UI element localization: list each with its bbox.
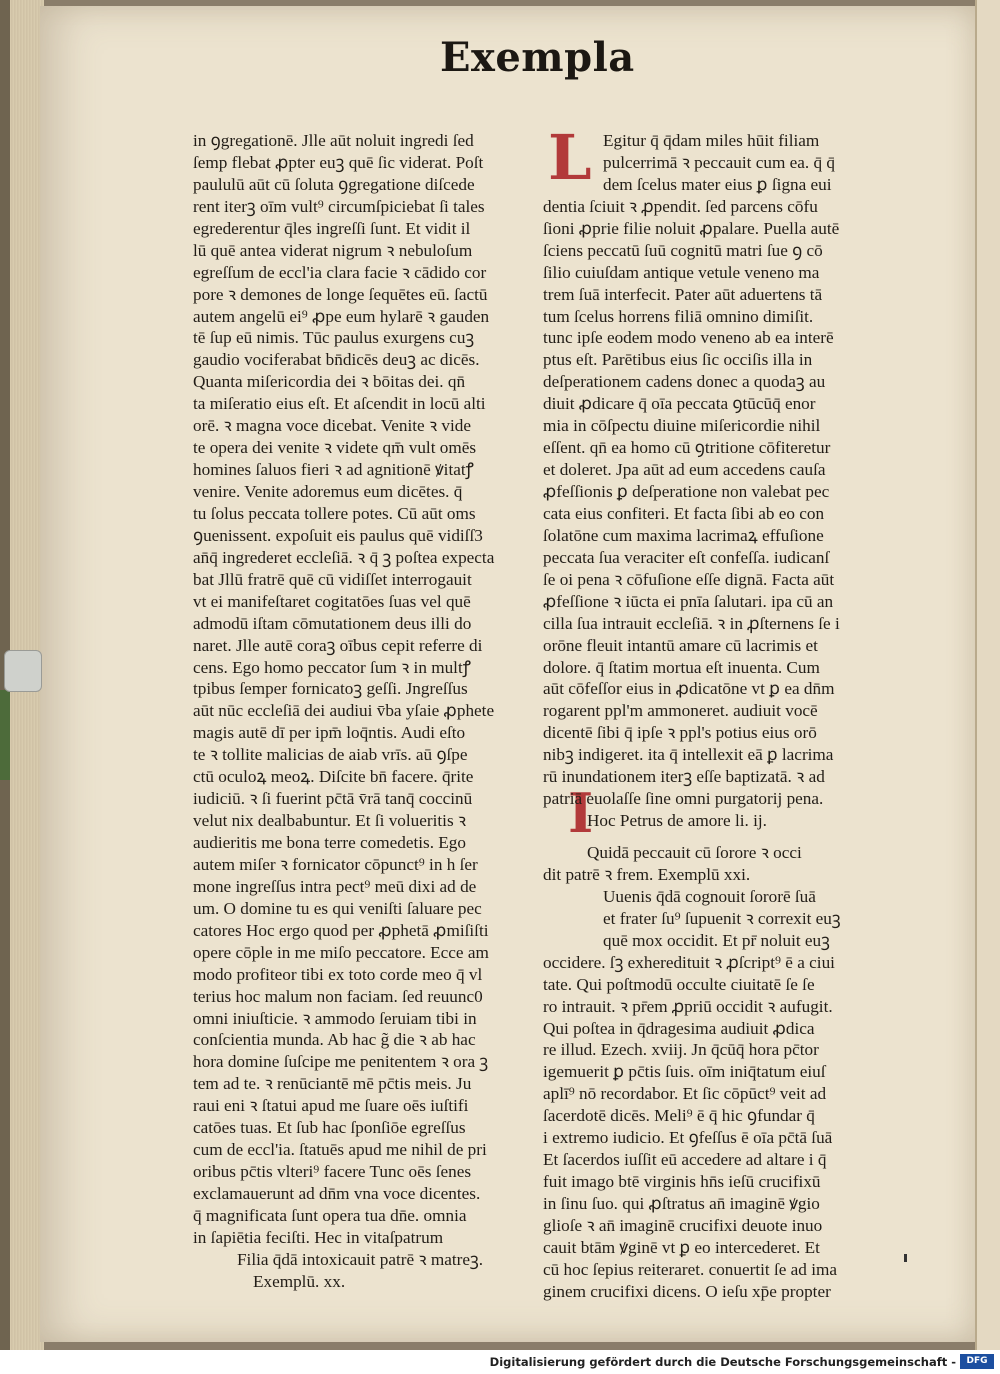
text-line: igemuerit ꝑ pc̄tis ſuis. oīm iniq̄tatum eiuſ	[543, 1062, 826, 1082]
text-line: ſilio cuiuſdam antique vetule veneno ma	[543, 262, 820, 282]
page-clip	[4, 650, 42, 692]
text-line: cum de eccl'ia. ſtatuēs apud me nihil de pri	[193, 1140, 487, 1160]
text-line: um. O domine tu es qui veniſti ſaluare pec	[193, 898, 482, 918]
text-line: exclamauerunt ad dn̄m vna voce dicentes.	[193, 1184, 481, 1203]
text-line: et frater ſu⁹ ſupuenit ꝛ correxit euꝫ	[603, 908, 841, 928]
text-line: Uuenis q̄dā cognouit ſororē ſuā	[603, 886, 816, 906]
text-line: pore ꝛ demones de longe ſequētes eū. ſactū	[193, 284, 488, 304]
text-line: ſolatōne cum maxima lacrimaꝝ effuſione	[543, 525, 824, 545]
text-line: diuit ꝓdicare q̄ oīa peccata ꝯtūcūq̄ enor	[543, 394, 816, 414]
text-line: hora domine ſuſcipe me penitentem ꝛ ora ꝫ	[193, 1052, 489, 1072]
text-line: audieritis me bona terre comedetis. Ego	[193, 833, 466, 852]
text-line: dicentē ſibi q̄ ipſe ꝛ ppl's potius eius orō	[543, 723, 817, 743]
text-line: ꝯuenissent. expoſuit eis paulus quē vidiſſ3	[193, 525, 483, 545]
text-line: in ꝯgregationē. Jlle aūt noluit ingredi ſed	[193, 131, 474, 150]
text-line: pulcerrimā ꝛ peccauit cum ea. q̄ q̄	[603, 152, 835, 172]
text-line: tate. Qui poſtmodū occulte ciuitatē ſe ſe	[543, 974, 815, 994]
text-line: tē ſup eū nimis. Tūc paulus exurgens cuꝫ	[193, 328, 475, 348]
decorated-initial-j: I	[568, 781, 594, 845]
text-line: deſperationem cadens donec a quodaꝫ au	[543, 372, 826, 392]
text-line: dentia ſciuit ꝛ ꝓpendit. ſed parcens cōfu	[543, 196, 818, 216]
text-line: ctū oculoꝝ meoꝝ. Diſcite bn̄ facere. q̄rite	[193, 767, 474, 787]
text-line: oribus pc̄tis vlteri⁹ facere Tunc oēs ſenes	[193, 1162, 472, 1182]
text-line: cata eius confiteri. Et facta ſibi ab eo con	[543, 503, 825, 523]
footer-credit-text: Digitalisierung gefördert durch die Deutsche Forschungsgemeinschaft -	[489, 1355, 956, 1369]
text-line: terius hoc malum non faciam. ſed reuunc0	[193, 986, 483, 1006]
text-line: rogarent ppl'm ammoneret. audiuit vocē	[543, 701, 818, 721]
text-line: glioſe ꝛ an̄ imaginē crucifixi deuote inuo	[543, 1215, 823, 1235]
text-line: autem miſer ꝛ fornicator cōpunct⁹ in h ſer	[193, 854, 478, 874]
text-line: vt ei manifeſtaret cogitatōes ſuas vel quē	[193, 591, 471, 611]
text-line: homines ſaluos fieri ꝛ ad agnitionē ꝟitatꝭ	[193, 460, 474, 480]
text-line: Filia q̄dā intoxicauit patrē ꝛ matreꝫ.	[237, 1249, 484, 1269]
text-line: mone ingreſſus intra pect⁹ meū dixi ad de	[193, 876, 477, 896]
paragraph-gap	[543, 832, 873, 842]
text-line: egreſſum de eccl'ia clara facie ꝛ cādido cor	[193, 262, 487, 282]
text-line: ta miſeratio eius eſt. Et aſcendit in locū alti	[193, 394, 486, 414]
text-line: dit patrē ꝛ frem. Exemplū xxi.	[543, 864, 751, 884]
dfg-logo: DFG	[960, 1354, 994, 1369]
text-line: iudiciū. ꝛ ſi fuerint pc̄tā v̄rā tanq̄ coccinū	[193, 789, 473, 809]
text-line: modo profiteor tibi ex toto corde meo q̄ vl	[193, 964, 483, 984]
text-line: eſſent. qn̄ ea homo cū ꝯtritione cōfiteretur	[543, 438, 831, 458]
text-line: omni iniuſticie. ꝛ ammodo ſeruiam tibi in	[193, 1008, 477, 1028]
text-line: ro intrauit. ꝛ pr̄em ꝓpriū occidit ꝛ aufugit.	[543, 996, 833, 1016]
text-line: rū inundationem iterꝫ eſſe baptizatā. ꝛ ad	[543, 767, 825, 787]
digitization-footer	[0, 1350, 1000, 1374]
text-line: Qui poſtea in q̄dragesima audiuit ꝓdica	[543, 1018, 815, 1038]
text-line: aplī⁹ nō recordabor. Et ſic cōpūct⁹ veit ad	[543, 1084, 827, 1104]
text-line: gaudio vociferabat bn̄dicēs deuꝫ ac dicēs.	[193, 350, 480, 370]
text-line: te opera dei venite ꝛ videte qm̄ vult omēs	[193, 438, 477, 458]
text-line: aūt cōfeſſor eius in ꝓdicatōne vt ꝑ ea dn̄m	[543, 679, 835, 699]
text-line: orōne fleuit intantū amare cū lacrimis et	[543, 635, 818, 655]
text-line: ꝓfeſſionis ꝑ deſperatione non valebat pec	[543, 482, 830, 501]
text-line: tu ſolus peccata tollere potes. Cū aūt oms	[193, 503, 476, 523]
text-line: ſioni ꝓprie filie noluit ꝓpalare. Puella autē	[543, 218, 840, 238]
text-line: an̄q̄ ingrederet eccleſiā. ꝛ q̄ ꝫ poſtea expecta	[193, 547, 495, 567]
text-line: ſciens peccatū ſuū cognitū matri ſue ꝯ cō	[543, 240, 823, 260]
text-line: catores Hoc ergo quod per ꝓphetā ꝓmiſiſti	[193, 920, 489, 940]
text-line: raui eni ꝛ ſtatui apud me ſuare oēs iuſtifi	[193, 1096, 469, 1116]
text-line: te ꝛ tollite malicias de aiab vrīs. aū ꝯſpe	[193, 745, 468, 765]
text-line: ptus eſt. Parētibus eius ſic occiſis illa in	[543, 350, 813, 370]
text-line: peccata ſua veraciter eſt confeſſa. iudicanſ	[543, 547, 830, 567]
text-line: naret. Jlle autē coraꝫ oībus cepit referre di	[193, 635, 483, 655]
left-text-column	[193, 130, 523, 1293]
text-line: velut nix dealbabuntur. Et ſi volueritis ꝛ	[193, 811, 467, 831]
text-line: bat Jllū fratrē quē cū vidiſſet interrogauit	[193, 569, 472, 589]
text-line: Quanta miſericordia dei ꝛ bōitas dei. qn̄	[193, 372, 466, 392]
facing-page-edge	[975, 0, 1000, 1350]
text-line: q̄ magnificata ſunt opera tua dn̄e. omnia	[193, 1205, 467, 1225]
text-line: trem ſuā interfecit. Pater aūt aduertens tā	[543, 284, 823, 304]
text-line: et doleret. Jpa aūt ad eum accedens cauſa	[543, 460, 826, 480]
text-line: cauit btām ꝟginē vt ꝑ eo intercederet. Et	[543, 1237, 820, 1257]
text-line: fuit imago btē virginis hn̄s ieſū crucifixū	[543, 1172, 821, 1192]
text-line: dolore. q̄ ſtatim mortua eſt inuenta. Cum	[543, 657, 820, 677]
text-line: quē mox occidit. Et pr̄ noluit euꝫ	[603, 930, 830, 950]
text-line: venire. Venite adoremus eum dicētes. q̄	[193, 482, 463, 501]
text-line: in ſinu ſuo. qui ꝓſtratus an̄ imaginē ꝟgio	[543, 1194, 820, 1213]
text-line: Et ſacerdos iuſſit eū accedere ad altare i q̄	[543, 1150, 827, 1170]
text-line: egrederentur q̄les ingreſſi ſunt. Et vidit il	[193, 218, 471, 238]
text-line: tpibus ſemper fornicatoꝫ geſſi. Jngreſſus	[193, 679, 468, 699]
text-line: ſe oi pena ꝛ cōfuſione eſſe dignā. Facta aūt	[543, 569, 835, 589]
text-line: catōes tuas. Et ſub hac ſponſiōe egreſſus	[193, 1118, 466, 1138]
text-line: in ſapiētia feciſti. Hec in vitaſpatrum	[193, 1227, 444, 1247]
text-line: tum ſcelus horrens filiā omnino dimiſit.	[543, 306, 814, 326]
text-line: mia in cōſpectu diuine miſericordie nihil	[543, 416, 821, 436]
text-line: magis autē dī per ipm̄ loq̄ntis. Audi eſto	[193, 723, 466, 743]
text-line: ginem crucifixi dicens. O ieſu xp̄e propter	[543, 1281, 831, 1301]
text-line: patriā euolaſſe ſine omni purgatorij pena.	[543, 789, 824, 809]
text-line: Exemplū. xx.	[253, 1271, 346, 1291]
right-text-column	[543, 121, 873, 1303]
text-line: ſemp flebat ꝓpter euꝫ quē ſic viderat. Poſt	[193, 152, 484, 172]
ink-mark	[904, 1254, 907, 1262]
text-line: dem ſcelus mater eius ꝑ ſigna eui	[603, 174, 832, 194]
text-line: cū hoc ſepius reiteraret. conuertit ſe ad ima	[543, 1259, 837, 1279]
text-line: Egitur q̄ q̄dam miles hūit filiam	[603, 131, 820, 150]
decorated-initial-l: L	[548, 121, 592, 194]
text-line: conſcientia munda. Ab hac g̃ die ꝛ ab hac	[193, 1030, 476, 1050]
page-header-title: Exempla	[440, 34, 635, 81]
text-line: occidere. ſꝫ exheredituit ꝛ ꝓſcript⁹ ē a ciui	[543, 952, 835, 972]
text-line: Quidā peccauit cū ſorore ꝛ occi	[587, 843, 802, 862]
text-line: lū quē antea viderat nigrum ꝛ nebuloſum	[193, 240, 473, 260]
text-line: Hoc Petrus de amore li. ij.	[587, 811, 767, 831]
text-line: admodū iſtam cōmutationem deus illi do	[193, 613, 472, 633]
text-line: rent iterꝫ oīm vult⁹ circumſpiciebat ſi tales	[193, 196, 485, 216]
text-line: ſacerdotē dicēs. Meli⁹ ē q̄ hic ꝯfundar q̄	[543, 1106, 815, 1126]
text-line: paululū aūt cū ſoluta ꝯgregatione diſcede	[193, 174, 475, 194]
text-line: opere cōple in me miſo peccatore. Ecce am	[193, 942, 489, 962]
text-line: orē. ꝛ magna voce dicebat. Venite ꝛ vide	[193, 416, 471, 436]
bookmark-ribbon	[0, 690, 10, 780]
text-line: nibꝫ indigeret. ita q̄ intellexit eā ꝑ lacrima	[543, 745, 834, 765]
text-line: re illud. Ezech. xviij. Jn q̄cūq̄ hora pc̄tor	[543, 1040, 819, 1060]
text-line: i extremo iudicio. Et ꝯfeſſus ē oīa pc̄tā ſuā	[543, 1128, 833, 1148]
text-line: cilla ſua intrauit eccleſiā. ꝛ in ꝓſternens ſe i	[543, 613, 840, 633]
text-line: cens. Ego homo peccator ſum ꝛ in multꝭ	[193, 657, 471, 677]
text-line: ꝓfeſſione ꝛ iūcta ei pnīa ſalutari. ipa cū an	[543, 591, 834, 611]
text-line: tem ad te. ꝛ renūciantē mē pc̄tis meis. Ju	[193, 1074, 472, 1094]
text-line: aūt nūc eccleſiā dei audiui v̄ba yſaie ꝓphete	[193, 701, 495, 721]
text-line: autem angelū ei⁹ ꝓpe eum hylarē ꝛ gauden	[193, 306, 490, 326]
text-line: tunc ipſe eodem modo veneno ab ea interē	[543, 328, 834, 348]
